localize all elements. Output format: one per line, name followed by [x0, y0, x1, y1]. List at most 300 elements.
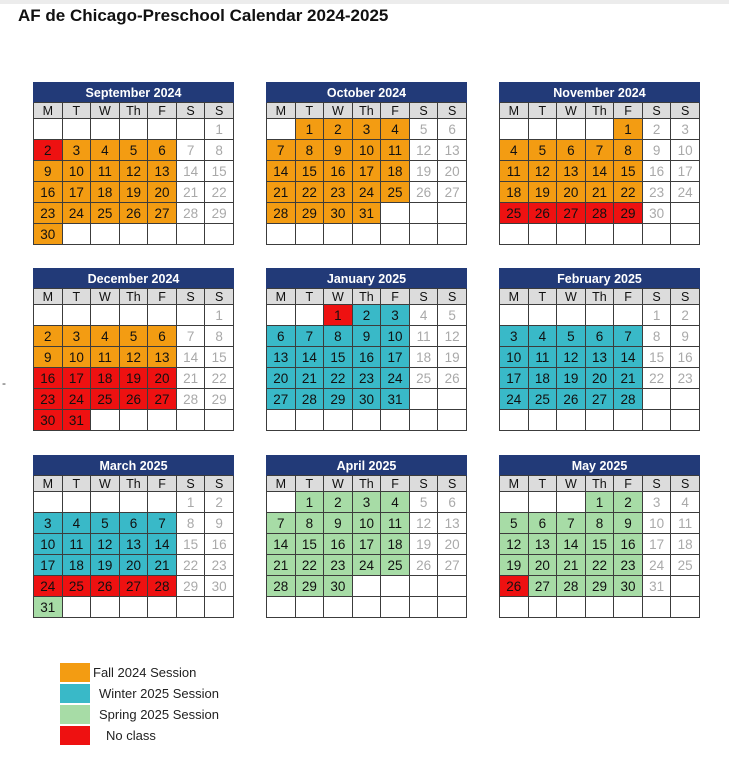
day-cell: 26: [438, 368, 467, 389]
empty-cell: [119, 305, 148, 326]
day-cell: 7: [176, 326, 205, 347]
empty-cell: [352, 224, 381, 245]
weekday-header: Th: [119, 103, 148, 119]
day-cell: 28: [295, 389, 324, 410]
day-cell: 8: [642, 326, 671, 347]
day-cell: 22: [642, 368, 671, 389]
empty-cell: [352, 597, 381, 618]
day-cell: 22: [176, 555, 205, 576]
day-cell: 9: [205, 513, 234, 534]
day-cell: 7: [614, 326, 643, 347]
day-cell: 12: [500, 534, 529, 555]
day-cell: 1: [205, 119, 234, 140]
day-cell: 2: [352, 305, 381, 326]
day-cell: 13: [585, 347, 614, 368]
day-cell: 18: [381, 161, 410, 182]
day-cell: 2: [34, 326, 63, 347]
day-cell: 6: [148, 326, 177, 347]
day-cell: 14: [176, 347, 205, 368]
empty-cell: [528, 305, 557, 326]
day-cell: 11: [528, 347, 557, 368]
weekday-header: M: [267, 476, 296, 492]
day-cell: 30: [352, 389, 381, 410]
day-cell: 20: [438, 534, 467, 555]
day-cell: 8: [176, 513, 205, 534]
empty-cell: [176, 410, 205, 431]
day-cell: 13: [438, 140, 467, 161]
day-cell: 30: [34, 410, 63, 431]
empty-cell: [119, 224, 148, 245]
weekday-header: T: [528, 103, 557, 119]
weekday-header: S: [205, 289, 234, 305]
weekday-header: S: [409, 476, 438, 492]
day-cell: 24: [62, 203, 91, 224]
day-cell: 14: [148, 534, 177, 555]
day-cell: 25: [91, 203, 120, 224]
day-cell: 15: [614, 161, 643, 182]
month-calendar: [266, 268, 467, 431]
empty-cell: [34, 119, 63, 140]
day-cell: 9: [34, 161, 63, 182]
day-cell: 30: [324, 576, 353, 597]
day-cell: 10: [352, 140, 381, 161]
empty-cell: [642, 597, 671, 618]
weekday-header: F: [381, 476, 410, 492]
day-cell: 28: [614, 389, 643, 410]
weekday-header: S: [671, 289, 700, 305]
day-cell: 20: [148, 182, 177, 203]
day-cell: 20: [528, 555, 557, 576]
weekday-header: F: [381, 103, 410, 119]
empty-cell: [671, 576, 700, 597]
empty-cell: [528, 119, 557, 140]
weekday-header: W: [91, 103, 120, 119]
day-cell: 6: [438, 492, 467, 513]
weekday-header: S: [642, 103, 671, 119]
empty-cell: [295, 224, 324, 245]
day-cell: 11: [500, 161, 529, 182]
day-cell: 12: [409, 140, 438, 161]
day-cell: 16: [614, 534, 643, 555]
stray-mark: -: [2, 376, 6, 390]
day-cell: 14: [585, 161, 614, 182]
empty-cell: [119, 492, 148, 513]
day-cell: 13: [528, 534, 557, 555]
day-cell: 8: [205, 326, 234, 347]
day-cell: 19: [500, 555, 529, 576]
day-cell: 2: [205, 492, 234, 513]
day-cell: 20: [585, 368, 614, 389]
weekday-header: S: [671, 476, 700, 492]
day-cell: 16: [34, 182, 63, 203]
page-title: AF de Chicago-Preschool Calendar 2024-2025: [18, 6, 389, 25]
day-cell: 17: [352, 534, 381, 555]
day-cell: 13: [148, 347, 177, 368]
day-cell: 9: [34, 347, 63, 368]
day-cell: 29: [614, 203, 643, 224]
day-cell: 27: [267, 389, 296, 410]
day-cell: 12: [119, 161, 148, 182]
day-cell: 5: [409, 119, 438, 140]
day-cell: 25: [381, 555, 410, 576]
day-cell: 1: [176, 492, 205, 513]
empty-cell: [500, 224, 529, 245]
day-cell: 5: [500, 513, 529, 534]
weekday-header: T: [528, 289, 557, 305]
weekday-header: S: [438, 289, 467, 305]
day-cell: 28: [267, 203, 296, 224]
month-title: November 2024: [500, 83, 700, 103]
empty-cell: [324, 597, 353, 618]
day-cell: 16: [205, 534, 234, 555]
day-cell: 23: [324, 182, 353, 203]
weekday-header: T: [62, 289, 91, 305]
month-calendar: [499, 455, 700, 618]
day-cell: 1: [295, 119, 324, 140]
empty-cell: [585, 224, 614, 245]
empty-cell: [500, 597, 529, 618]
empty-cell: [500, 410, 529, 431]
day-cell: 15: [295, 534, 324, 555]
day-cell: 4: [381, 492, 410, 513]
day-cell: 9: [671, 326, 700, 347]
day-cell: 24: [642, 555, 671, 576]
day-cell: 10: [642, 513, 671, 534]
day-cell: 17: [352, 161, 381, 182]
day-cell: 16: [352, 347, 381, 368]
empty-cell: [267, 410, 296, 431]
day-cell: 10: [500, 347, 529, 368]
empty-cell: [267, 305, 296, 326]
empty-cell: [352, 410, 381, 431]
day-cell: 28: [585, 203, 614, 224]
day-cell: 5: [91, 513, 120, 534]
day-cell: 31: [642, 576, 671, 597]
empty-cell: [381, 576, 410, 597]
day-cell: 15: [205, 161, 234, 182]
day-cell: 10: [62, 347, 91, 368]
empty-cell: [119, 597, 148, 618]
empty-cell: [438, 203, 467, 224]
empty-cell: [91, 305, 120, 326]
weekday-header: S: [642, 476, 671, 492]
day-cell: 26: [91, 576, 120, 597]
empty-cell: [557, 224, 586, 245]
day-cell: 24: [671, 182, 700, 203]
day-cell: 12: [409, 513, 438, 534]
empty-cell: [148, 224, 177, 245]
empty-cell: [528, 492, 557, 513]
empty-cell: [585, 305, 614, 326]
day-cell: 25: [500, 203, 529, 224]
empty-cell: [119, 410, 148, 431]
weekday-header: T: [62, 103, 91, 119]
day-cell: 10: [62, 161, 91, 182]
weekday-header: M: [34, 476, 63, 492]
day-cell: 4: [500, 140, 529, 161]
day-cell: 14: [267, 534, 296, 555]
weekday-header: T: [528, 476, 557, 492]
day-cell: 13: [119, 534, 148, 555]
empty-cell: [148, 410, 177, 431]
day-cell: 4: [91, 140, 120, 161]
day-cell: 25: [381, 182, 410, 203]
legend-swatch: [60, 705, 90, 724]
day-cell: 26: [119, 203, 148, 224]
empty-cell: [438, 597, 467, 618]
day-cell: 11: [409, 326, 438, 347]
weekday-header: M: [500, 476, 529, 492]
weekday-header: S: [438, 476, 467, 492]
day-cell: 22: [295, 555, 324, 576]
day-cell: 5: [119, 326, 148, 347]
month-title: April 2025: [267, 456, 467, 476]
day-cell: 1: [295, 492, 324, 513]
empty-cell: [557, 492, 586, 513]
day-cell: 1: [614, 119, 643, 140]
weekday-header: M: [267, 289, 296, 305]
empty-cell: [381, 597, 410, 618]
day-cell: 17: [62, 182, 91, 203]
day-cell: 19: [438, 347, 467, 368]
day-cell: 17: [381, 347, 410, 368]
weekday-header: Th: [352, 103, 381, 119]
day-cell: 12: [91, 534, 120, 555]
weekday-header: S: [205, 103, 234, 119]
day-cell: 29: [585, 576, 614, 597]
day-cell: 20: [148, 368, 177, 389]
day-cell: 27: [557, 203, 586, 224]
day-cell: 18: [91, 368, 120, 389]
weekday-header: F: [614, 476, 643, 492]
weekday-header: S: [176, 103, 205, 119]
day-cell: 12: [528, 161, 557, 182]
day-cell: 12: [557, 347, 586, 368]
day-cell: 4: [671, 492, 700, 513]
empty-cell: [176, 119, 205, 140]
day-cell: 18: [528, 368, 557, 389]
empty-cell: [205, 410, 234, 431]
empty-cell: [176, 305, 205, 326]
day-cell: 22: [205, 368, 234, 389]
legend-swatch: [60, 726, 90, 745]
empty-cell: [614, 305, 643, 326]
day-cell: 19: [409, 161, 438, 182]
day-cell: 21: [295, 368, 324, 389]
day-cell: 24: [381, 368, 410, 389]
day-cell: 30: [34, 224, 63, 245]
day-cell: 3: [352, 492, 381, 513]
day-cell: 15: [205, 347, 234, 368]
day-cell: 13: [148, 161, 177, 182]
day-cell: 30: [324, 203, 353, 224]
empty-cell: [671, 410, 700, 431]
day-cell: 9: [324, 140, 353, 161]
day-cell: 11: [381, 140, 410, 161]
day-cell: 31: [352, 203, 381, 224]
day-cell: 22: [295, 182, 324, 203]
weekday-header: M: [500, 103, 529, 119]
day-cell: 26: [119, 389, 148, 410]
day-cell: 25: [91, 389, 120, 410]
legend-label: Fall 2024 Session: [93, 665, 197, 680]
empty-cell: [528, 597, 557, 618]
empty-cell: [671, 224, 700, 245]
day-cell: 26: [528, 203, 557, 224]
day-cell: 21: [148, 555, 177, 576]
day-cell: 27: [148, 203, 177, 224]
day-cell: 9: [642, 140, 671, 161]
empty-cell: [62, 597, 91, 618]
weekday-header: S: [176, 289, 205, 305]
weekday-header: W: [91, 476, 120, 492]
day-cell: 2: [324, 492, 353, 513]
day-cell: 4: [409, 305, 438, 326]
empty-cell: [642, 224, 671, 245]
day-cell: 3: [671, 119, 700, 140]
day-cell: 2: [614, 492, 643, 513]
empty-cell: [324, 224, 353, 245]
day-cell: 19: [557, 368, 586, 389]
day-cell: 5: [557, 326, 586, 347]
empty-cell: [148, 305, 177, 326]
day-cell: 17: [62, 368, 91, 389]
month-title: September 2024: [34, 83, 234, 103]
day-cell: 11: [91, 161, 120, 182]
empty-cell: [557, 597, 586, 618]
empty-cell: [409, 203, 438, 224]
empty-cell: [381, 203, 410, 224]
month-title: December 2024: [34, 269, 234, 289]
day-cell: 15: [176, 534, 205, 555]
month-calendar: [266, 82, 467, 245]
day-cell: 4: [381, 119, 410, 140]
weekday-header: S: [671, 103, 700, 119]
day-cell: 13: [557, 161, 586, 182]
day-cell: 29: [205, 389, 234, 410]
empty-cell: [34, 305, 63, 326]
day-cell: 5: [119, 140, 148, 161]
empty-cell: [295, 305, 324, 326]
weekday-header: T: [62, 476, 91, 492]
day-cell: 6: [528, 513, 557, 534]
empty-cell: [352, 576, 381, 597]
day-cell: 2: [324, 119, 353, 140]
day-cell: 10: [34, 534, 63, 555]
weekday-header: F: [381, 289, 410, 305]
day-cell: 11: [91, 347, 120, 368]
day-cell: 27: [148, 389, 177, 410]
day-cell: 10: [352, 513, 381, 534]
day-cell: 19: [119, 182, 148, 203]
weekday-header: S: [409, 289, 438, 305]
empty-cell: [500, 492, 529, 513]
weekday-header: W: [324, 476, 353, 492]
day-cell: 16: [324, 161, 353, 182]
day-cell: 17: [500, 368, 529, 389]
legend-label: No class: [106, 728, 156, 743]
empty-cell: [91, 597, 120, 618]
day-cell: 6: [585, 326, 614, 347]
weekday-header: W: [557, 476, 586, 492]
day-cell: 10: [671, 140, 700, 161]
empty-cell: [62, 305, 91, 326]
day-cell: 15: [324, 347, 353, 368]
empty-cell: [295, 597, 324, 618]
empty-cell: [62, 224, 91, 245]
day-cell: 26: [500, 576, 529, 597]
empty-cell: [500, 305, 529, 326]
empty-cell: [205, 597, 234, 618]
day-cell: 30: [205, 576, 234, 597]
day-cell: 26: [409, 555, 438, 576]
day-cell: 10: [381, 326, 410, 347]
empty-cell: [671, 597, 700, 618]
day-cell: 28: [176, 203, 205, 224]
empty-cell: [614, 597, 643, 618]
empty-cell: [148, 492, 177, 513]
day-cell: 23: [34, 389, 63, 410]
day-cell: 27: [528, 576, 557, 597]
day-cell: 20: [267, 368, 296, 389]
day-cell: 27: [438, 555, 467, 576]
day-cell: 14: [614, 347, 643, 368]
day-cell: 1: [205, 305, 234, 326]
day-cell: 2: [671, 305, 700, 326]
day-cell: 30: [642, 203, 671, 224]
day-cell: 28: [267, 576, 296, 597]
day-cell: 13: [267, 347, 296, 368]
month-calendar: [499, 82, 700, 245]
empty-cell: [438, 576, 467, 597]
day-cell: 27: [119, 576, 148, 597]
empty-cell: [205, 224, 234, 245]
empty-cell: [91, 119, 120, 140]
day-cell: 19: [119, 368, 148, 389]
day-cell: 9: [614, 513, 643, 534]
empty-cell: [528, 410, 557, 431]
weekday-header: M: [34, 289, 63, 305]
empty-cell: [295, 410, 324, 431]
day-cell: 3: [62, 326, 91, 347]
day-cell: 5: [438, 305, 467, 326]
empty-cell: [438, 389, 467, 410]
day-cell: 27: [438, 182, 467, 203]
empty-cell: [148, 597, 177, 618]
day-cell: 6: [119, 513, 148, 534]
day-cell: 5: [409, 492, 438, 513]
day-cell: 8: [614, 140, 643, 161]
day-cell: 17: [671, 161, 700, 182]
day-cell: 18: [409, 347, 438, 368]
empty-cell: [267, 597, 296, 618]
day-cell: 19: [91, 555, 120, 576]
day-cell: 21: [614, 368, 643, 389]
empty-cell: [671, 203, 700, 224]
day-cell: 22: [324, 368, 353, 389]
empty-cell: [324, 410, 353, 431]
empty-cell: [557, 410, 586, 431]
day-cell: 6: [557, 140, 586, 161]
day-cell: 2: [642, 119, 671, 140]
day-cell: 17: [642, 534, 671, 555]
day-cell: 25: [62, 576, 91, 597]
day-cell: 16: [671, 347, 700, 368]
empty-cell: [176, 224, 205, 245]
day-cell: 26: [557, 389, 586, 410]
empty-cell: [409, 389, 438, 410]
day-cell: 29: [295, 203, 324, 224]
